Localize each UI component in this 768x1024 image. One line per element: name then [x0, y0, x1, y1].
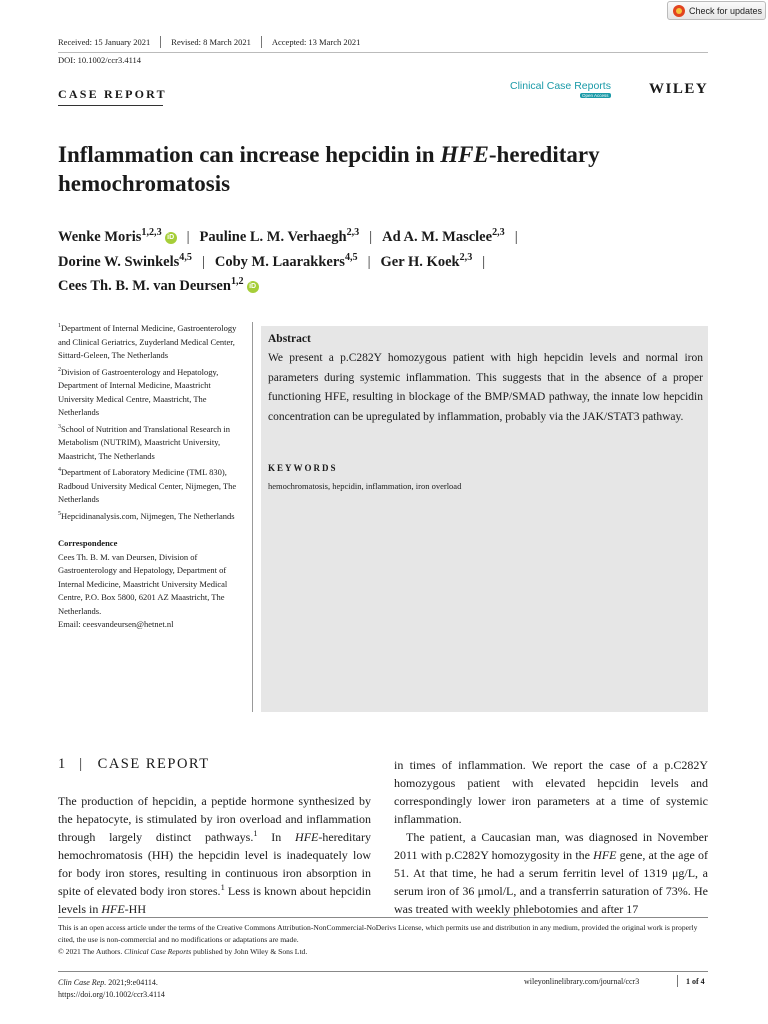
body-text: -hereditary hemochromatosis (HH) the hepcidin level is inadequately low for body iron stores, resulting in continuous iron absorption in spite of elevated body iron stores.: [58, 830, 371, 898]
author-separator: |: [369, 229, 373, 245]
footer-divider: [58, 971, 708, 972]
affiliation: [58, 423, 243, 464]
correspondence-email[interactable]: Email: ceesvandeursen@hetnet.nl: [58, 619, 174, 629]
abstract-text: We present a p.C282Y homozygous patient with high hepcidin levels and normal iron parameters during systemic inflammation. This suggests that in the absence of a proper functioning HFE, resulting in blockage of the BMP/SMAD pathway, the innate low hepcidin concentration can be upregulated by inflammation, probably via the JAK/STAT3 pathway.: [268, 352, 703, 423]
body-text: -HH: [124, 902, 146, 916]
author: [380, 251, 473, 270]
citation-ref[interactable]: 1: [253, 829, 258, 838]
affiliation: [58, 466, 243, 507]
body-text: The production of hepcidin, a peptide hormone synthesized by the hepatocyte, is stimulated by iron overload and inflammation through largely distinct pathways.: [58, 794, 371, 844]
author-name: Wenke Moris: [58, 229, 142, 245]
journal-logo: Clinical Case Reports: [510, 80, 611, 92]
author-affiliation-sup: 4,5: [179, 251, 192, 263]
gene-name: HFE: [593, 848, 617, 862]
section-separator: |: [79, 756, 84, 772]
author-list: [58, 225, 708, 299]
affiliation: [58, 366, 243, 420]
title-text: -hereditary hemochromatosis: [58, 142, 600, 196]
received-date: Received: 15 January 2021: [58, 37, 151, 47]
author-name: Ad A. M. Masclee: [382, 229, 493, 245]
body-text: In: [257, 830, 296, 844]
author-separator: |: [482, 253, 486, 270]
affiliations: [58, 322, 243, 632]
keywords-heading: KEYWORDS: [268, 463, 338, 473]
affiliation-number: 5: [58, 510, 61, 517]
affiliation-text: School of Nutrition and Translational Research in Metabolism (NUTRIM), Maastricht University, Maastricht, The Netherlands: [58, 423, 231, 461]
author-separator: |: [514, 229, 518, 245]
author: [214, 251, 358, 270]
affiliation-text: Department of Laboratory Medicine (TML 830), Radboud University Medical Center, Nijmegen, The Netherlands: [58, 467, 237, 504]
citation-ref[interactable]: 1: [220, 883, 225, 892]
author: [382, 229, 505, 245]
publisher-logo: WILEY: [649, 81, 709, 97]
affiliation-number: 2: [58, 366, 61, 373]
author-name: Coby M. Laarakkers: [214, 253, 345, 270]
citation-journal: Clin Case Rep.: [58, 978, 107, 987]
page-number-divider: [677, 975, 678, 987]
copyright-text: published by John Wiley & Sons Ltd.: [191, 947, 308, 956]
copyright-journal: Clinical Case Reports: [124, 947, 192, 956]
body-column-right: [394, 756, 708, 918]
citation-line: [58, 977, 165, 989]
accepted-date: Accepted: 13 March 2021: [271, 37, 361, 47]
body-paragraph: [394, 828, 708, 918]
orcid-icon[interactable]: iD: [165, 232, 177, 244]
affiliation: [58, 510, 243, 524]
article-title: [58, 140, 698, 198]
revised-date: Revised: 8 March 2021: [171, 37, 251, 47]
author: [58, 229, 177, 245]
author-separator: |: [367, 253, 371, 270]
crossmark-icon: [673, 5, 685, 17]
open-access-badge: Open Access: [582, 93, 609, 98]
header-divider: [58, 52, 708, 53]
author-name: Pauline L. M. Verhaegh: [199, 229, 347, 245]
author-name: Dorine W. Swinkels: [58, 253, 180, 270]
affiliation-number: 3: [58, 423, 61, 430]
footer-divider: [58, 917, 708, 918]
article-dates: [58, 36, 360, 48]
abstract-heading: Abstract: [268, 333, 311, 345]
author: [200, 229, 360, 245]
keywords: hemochromatosis, hepcidin, inflammation, iron overload: [268, 481, 462, 491]
author-affiliation-sup: 2,3: [492, 227, 505, 239]
check-for-updates-label: Check for updates: [689, 5, 763, 16]
license-notice: [58, 922, 708, 958]
doi[interactable]: DOI: 10.1002/ccr3.4114: [58, 55, 142, 65]
affiliation-text: Department of Internal Medicine, Gastroenterology and Clinical Geriatrics, Zuyderland Medical Center, Sittard-Geleen, The Netherlands: [58, 323, 237, 360]
article-type-label: CASE REPORT: [58, 87, 167, 101]
section-number: 1: [58, 756, 66, 772]
check-for-updates-button[interactable]: [667, 1, 766, 20]
body-text: Less is known about hepcidin levels in: [58, 884, 371, 916]
column-divider: [252, 322, 253, 712]
author-affiliation-sup: 1,2: [230, 276, 244, 288]
author-affiliation-sup: 4,5: [344, 251, 358, 263]
body-paragraph: [58, 792, 371, 918]
journal-website[interactable]: wileyonlinelibrary.com/journal/ccr3: [524, 977, 640, 986]
article-type-underline: [58, 105, 163, 106]
section-title: CASE REPORT: [97, 756, 210, 772]
copyright: [58, 946, 708, 958]
author-affiliation-sup: 2,3: [346, 227, 360, 239]
author-affiliation-sup: 1,2,3: [141, 227, 162, 239]
page-number: 1 of 4: [686, 977, 705, 986]
author-name: Cees Th. B. M. van Deursen: [58, 278, 231, 294]
affiliation-text: Division of Gastroenterology and Hepatology, Department of Internal Medicine, Maastricht University Medical Centre, Maastricht, The Netherlands: [58, 366, 219, 417]
author: [58, 278, 259, 294]
citation-url[interactable]: https://doi.org/10.1002/ccr3.4114: [58, 990, 165, 999]
body-paragraph: in times of inflammation. We report the case of a p.C282Y homozygous patient with elevated hepcidin levels and correspondingly lower iron parameters at a time of systemic inflammation.: [394, 758, 708, 826]
title-text: Inflammation can increase hepcidin in: [58, 142, 441, 167]
author-separator: |: [186, 229, 190, 245]
author: [58, 251, 192, 270]
author-separator: |: [201, 253, 205, 270]
body-text: The patient, a Caucasian man, was diagnosed in November 2011 with p.C282Y homozygosity in the: [394, 830, 708, 862]
citation-volume: 2021;9:e04114.: [106, 978, 158, 987]
date-divider: [160, 36, 161, 48]
gene-name: HFE: [295, 830, 319, 844]
affiliation-number: 1: [58, 323, 61, 330]
gene-name: HFE: [101, 902, 125, 916]
affiliation-text: Hepcidinanalysis.com, Nijmegen, The Netherlands: [60, 510, 235, 521]
body-column-left: [58, 792, 371, 918]
title-italic-gene: HFE: [440, 142, 489, 167]
date-divider: [261, 36, 262, 48]
author-affiliation-sup: 2,3: [459, 251, 473, 263]
copyright-text: © 2021 The Authors.: [58, 947, 125, 956]
author-name: Ger H. Koek: [380, 253, 460, 270]
citation-info: [58, 977, 165, 1001]
license-text: This is an open access article under the terms of the Creative Commons Attribution-NonCommercial-NoDerivs License, which permits use and distribution in any medium, provided the original work is properly cited, the use is non-commercial and no modifications or adaptations are made.: [58, 923, 698, 944]
orcid-icon[interactable]: iD: [247, 281, 259, 293]
correspondence-heading: Correspondence: [58, 538, 118, 548]
correspondence-address: Cees Th. B. M. van Deursen, Division of Gastroenterology and Hepatology, Department of Internal Medicine, Maastricht University Medical Centre, P.O. Box 5800, 6201 AZ Maastricht, The Netherlands.: [58, 551, 228, 616]
body-text: gene, at the age of 51. At that time, he had a serum ferritin level of 1319 μg/L, a serum iron of 36 μmol/L, and a transferrin saturation of 73%. He was treated with weekly phlebotomies and after 17: [394, 848, 709, 916]
affiliation: [58, 322, 243, 363]
affiliation-number: 4: [58, 467, 61, 474]
section-heading: [58, 756, 210, 773]
